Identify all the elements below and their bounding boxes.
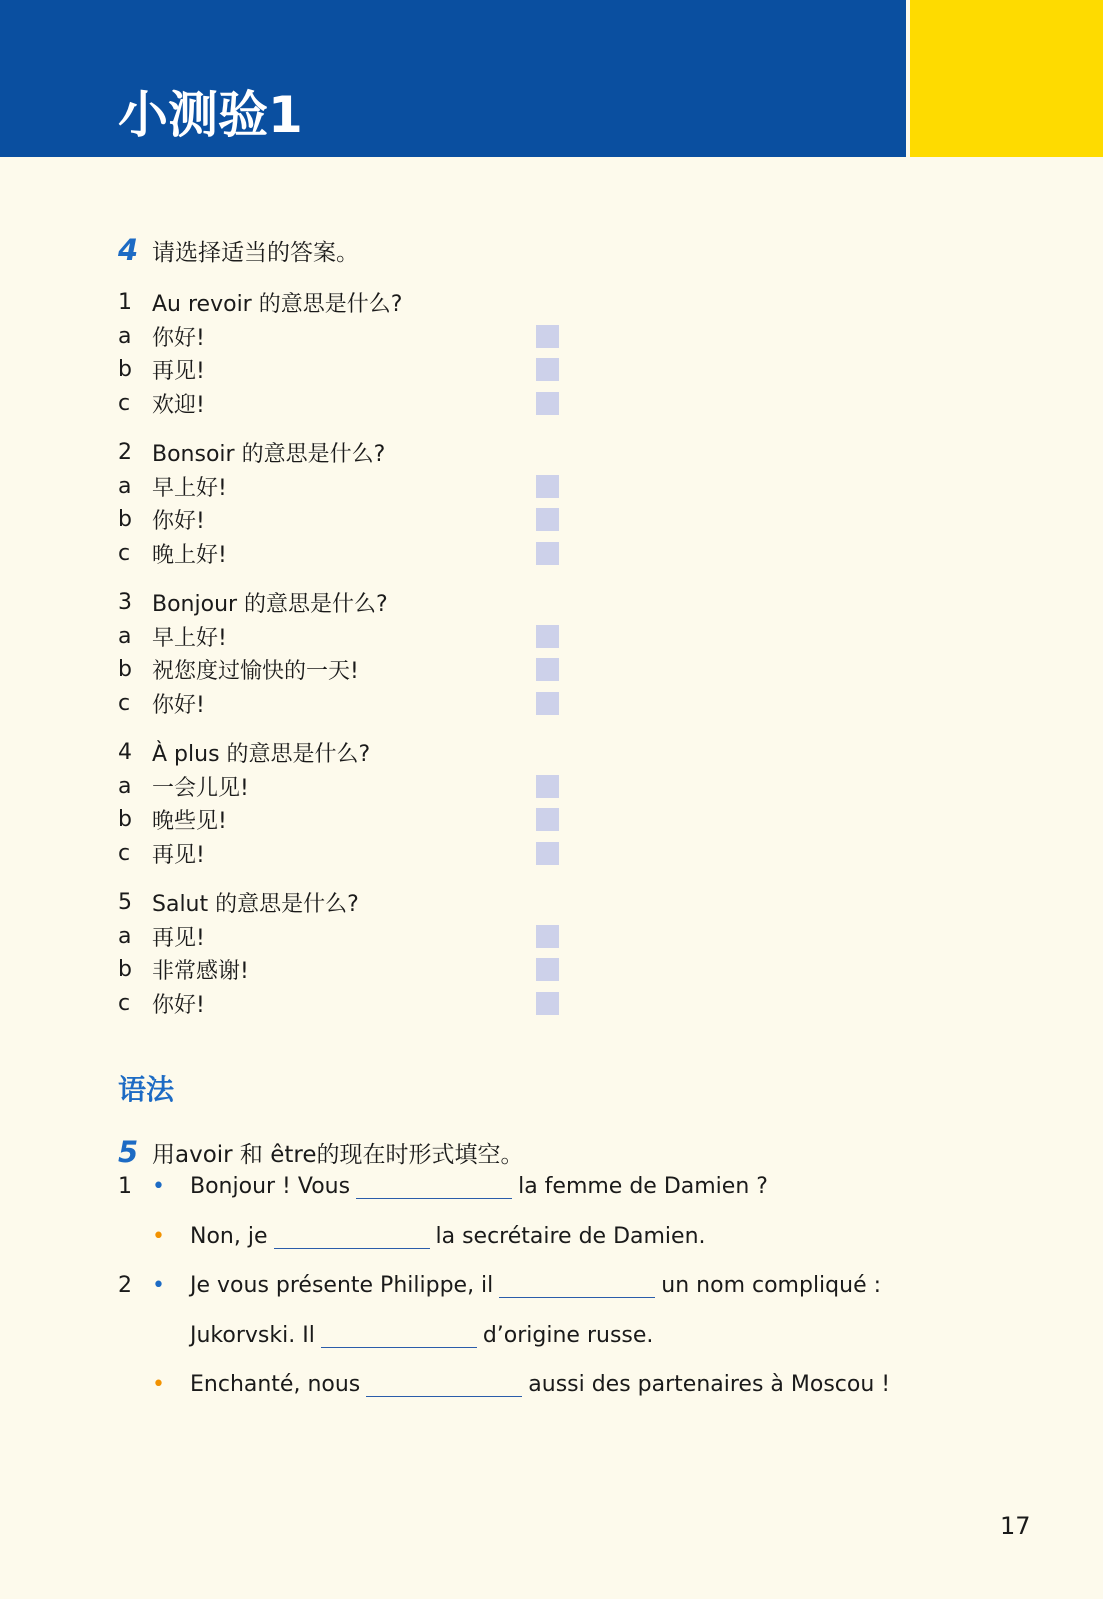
item-number: 1 bbox=[118, 1174, 132, 1200]
sentence-end: la secrétaire de Damien. bbox=[435, 1223, 706, 1249]
option-row bbox=[118, 353, 578, 387]
option-text: 晚些见! bbox=[152, 809, 227, 835]
option-row bbox=[118, 987, 578, 1021]
exercise-instruction: 请选择适当的答案。 bbox=[152, 239, 359, 266]
option-row bbox=[118, 837, 578, 871]
option-letter: b bbox=[118, 657, 132, 683]
sentence-start: Bonjour ! Vous bbox=[190, 1174, 351, 1200]
answer-blank[interactable] bbox=[274, 1224, 430, 1249]
option-text: 非常感谢! bbox=[152, 959, 249, 985]
option-letter: a bbox=[118, 473, 132, 499]
question-number: 4 bbox=[118, 740, 132, 766]
sentence-end: la femme de Damien ? bbox=[518, 1174, 768, 1200]
option-row bbox=[118, 653, 578, 687]
option-row bbox=[118, 920, 578, 954]
option-text: 一会儿见! bbox=[152, 775, 249, 801]
question-prompt: Bonsoir 的意思是什么? bbox=[152, 442, 386, 468]
sentence-start: Je vous présente Philippe, il bbox=[190, 1273, 494, 1299]
sentence-end: aussi des partenaires à Moscou ! bbox=[528, 1372, 891, 1398]
question-number: 5 bbox=[118, 890, 132, 916]
item-number: 2 bbox=[118, 1273, 132, 1299]
question-row bbox=[118, 586, 578, 620]
answer-checkbox[interactable] bbox=[536, 358, 559, 381]
question-group bbox=[118, 886, 578, 1020]
question-row bbox=[118, 286, 578, 320]
option-letter: a bbox=[118, 623, 132, 649]
question-prompt: Au revoir 的意思是什么? bbox=[152, 292, 403, 318]
speaker-bullet: • bbox=[152, 1372, 165, 1398]
option-text: 再见! bbox=[152, 359, 205, 385]
option-row bbox=[118, 620, 578, 654]
answer-checkbox[interactable] bbox=[536, 542, 559, 565]
exercise-instruction: 用avoir 和 être的现在时形式填空。 bbox=[152, 1141, 524, 1168]
sentence-start: Enchanté, nous bbox=[190, 1372, 361, 1398]
option-letter: b bbox=[118, 807, 132, 833]
option-letter: c bbox=[118, 390, 131, 416]
sentence-end: d’origine russe. bbox=[482, 1322, 654, 1348]
answer-blank[interactable] bbox=[356, 1174, 512, 1199]
sentence-start: Non, je bbox=[190, 1223, 268, 1249]
option-row bbox=[118, 687, 578, 721]
question-row bbox=[118, 436, 578, 470]
speaker-bullet: • bbox=[152, 1273, 165, 1299]
option-text: 早上好! bbox=[152, 475, 227, 501]
answer-checkbox[interactable] bbox=[536, 508, 559, 531]
option-letter: c bbox=[118, 540, 131, 566]
answer-checkbox[interactable] bbox=[536, 842, 559, 865]
question-group bbox=[118, 736, 578, 870]
option-text: 你好! bbox=[152, 692, 205, 718]
option-text: 晚上好! bbox=[152, 542, 227, 568]
option-text: 再见! bbox=[152, 842, 205, 868]
answer-blank[interactable] bbox=[321, 1323, 477, 1348]
option-row bbox=[118, 387, 578, 421]
option-letter: c bbox=[118, 840, 131, 866]
question-number: 1 bbox=[118, 290, 132, 316]
question-prompt: À plus 的意思是什么? bbox=[152, 742, 371, 768]
question-group bbox=[118, 436, 578, 570]
header-accent bbox=[910, 0, 1103, 157]
option-row bbox=[118, 953, 578, 987]
sentence-start: Jukorvski. Il bbox=[190, 1322, 315, 1348]
option-letter: b bbox=[118, 357, 132, 383]
option-row bbox=[118, 320, 578, 354]
fill-in-row bbox=[118, 1162, 978, 1212]
option-row bbox=[118, 770, 578, 804]
answer-checkbox[interactable] bbox=[536, 392, 559, 415]
option-text: 再见! bbox=[152, 925, 205, 951]
answer-checkbox[interactable] bbox=[536, 925, 559, 948]
fill-in-row bbox=[118, 1360, 978, 1410]
option-row bbox=[118, 803, 578, 837]
answer-checkbox[interactable] bbox=[536, 475, 559, 498]
option-text: 欢迎! bbox=[152, 392, 205, 418]
answer-blank[interactable] bbox=[499, 1273, 655, 1298]
fill-in-list bbox=[118, 1162, 978, 1410]
question-prompt: Bonjour 的意思是什么? bbox=[152, 592, 388, 618]
fill-in-row bbox=[118, 1311, 978, 1361]
answer-checkbox[interactable] bbox=[536, 775, 559, 798]
option-text: 祝您度过愉快的一天! bbox=[152, 659, 359, 685]
option-text: 早上好! bbox=[152, 625, 227, 651]
answer-checkbox[interactable] bbox=[536, 658, 559, 681]
answer-checkbox[interactable] bbox=[536, 992, 559, 1015]
quiz-list bbox=[118, 286, 578, 1036]
section-title-grammar: 语法 bbox=[118, 1073, 175, 1106]
option-letter: a bbox=[118, 773, 132, 799]
fill-in-row bbox=[118, 1261, 978, 1311]
question-prompt: Salut 的意思是什么? bbox=[152, 892, 359, 918]
option-text: 你好! bbox=[152, 992, 205, 1018]
page-number: 17 bbox=[1000, 1512, 1031, 1540]
exercise-4-heading bbox=[118, 232, 359, 268]
answer-checkbox[interactable] bbox=[536, 958, 559, 981]
option-letter: b bbox=[118, 507, 132, 533]
exercise-number: 4 bbox=[118, 233, 139, 267]
speaker-bullet: • bbox=[152, 1174, 165, 1200]
fill-in-row bbox=[118, 1212, 978, 1262]
option-letter: a bbox=[118, 323, 132, 349]
sentence-end: un nom compliqué : bbox=[661, 1273, 882, 1299]
exercise-number: 5 bbox=[118, 1135, 139, 1169]
answer-checkbox[interactable] bbox=[536, 325, 559, 348]
speaker-bullet: • bbox=[152, 1223, 165, 1249]
option-row bbox=[118, 537, 578, 571]
option-letter: c bbox=[118, 990, 131, 1016]
option-text: 你好! bbox=[152, 325, 205, 351]
question-row bbox=[118, 736, 578, 770]
option-letter: a bbox=[118, 923, 132, 949]
question-row bbox=[118, 886, 578, 920]
question-group bbox=[118, 286, 578, 420]
option-letter: c bbox=[118, 690, 131, 716]
answer-checkbox[interactable] bbox=[536, 808, 559, 831]
option-row bbox=[118, 503, 578, 537]
answer-checkbox[interactable] bbox=[536, 625, 559, 648]
option-text: 你好! bbox=[152, 509, 205, 535]
question-group bbox=[118, 586, 578, 720]
question-number: 3 bbox=[118, 590, 132, 616]
answer-blank[interactable] bbox=[366, 1372, 522, 1397]
page-title: 小测验1 bbox=[118, 86, 303, 144]
option-letter: b bbox=[118, 957, 132, 983]
option-row bbox=[118, 470, 578, 504]
answer-checkbox[interactable] bbox=[536, 692, 559, 715]
question-number: 2 bbox=[118, 440, 132, 466]
